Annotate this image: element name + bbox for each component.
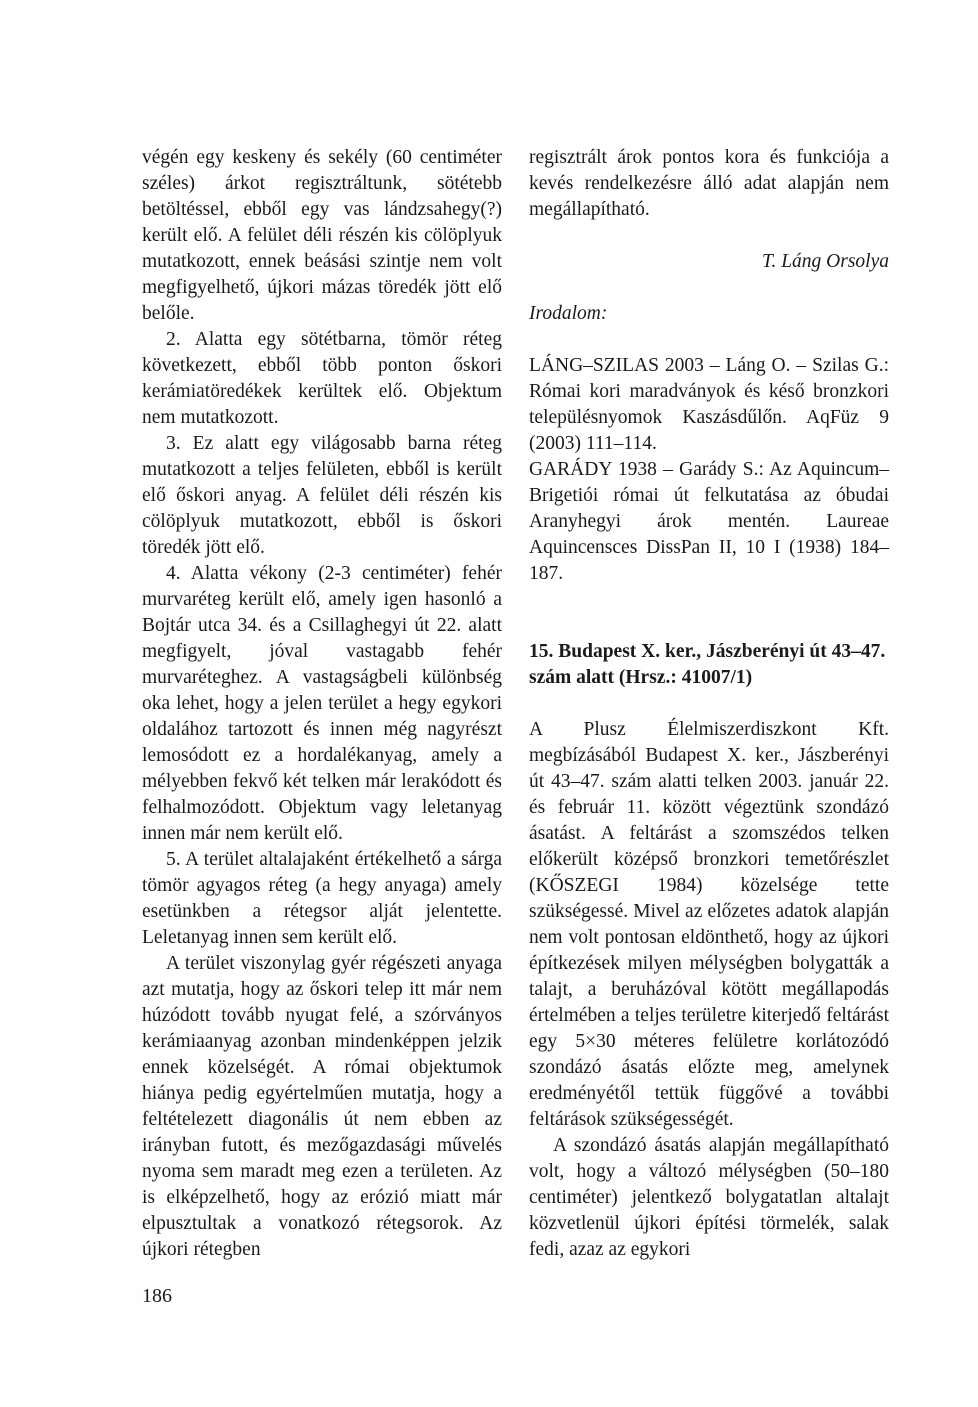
paragraph: A terület viszonylag gyér régészeti anyaga azt mutatja, hogy az őskori telep itt már nem húzódott tovább nyugat felé, a szórványos kerámiaanyag azonban mindenképpen jelzik ennek közelségét. A római objektumok hiánya pedig egyértelműen mutatja, hogy a feltételezett diagonális út nem ebben az irányban futott, és mezőgazdasági művelés nyoma sem maradt meg ezen a területen. Az is elképzelhető, hogy az erózió miatt már elpusztultak a vonatkozó rétegsorok. Az újkori rétegben [142, 953, 502, 1260]
reference-entry: LÁNG–SZILAS 2003 – Láng O. – Szilas G.: Római kori maradványok és késő bronzkori településnyomok Kaszásdűlőn. AqFüz 9 (2003) 111–114. [529, 355, 889, 454]
paragraph: 5. A terület altalajaként értékelhető a sárga tömör agyagos réteg (a hegy anyaga) amely esetünkben a rétegsor alját jelentette. Leletanyag innen sem került elő. [142, 849, 502, 948]
author-signature: T. Láng Orsolya [762, 251, 889, 272]
section-title: 15. Budapest X. ker., Jászberényi út 43–47. szám alatt (Hrsz.: 41007/1) [529, 641, 886, 688]
left-column [142, 145, 502, 1263]
literature-heading: Irodalom: [529, 303, 608, 324]
paragraph: 3. Ez alatt egy világosabb barna réteg mutatkozott a teljes felületen, ebből is került elő őskori anyag. A felület déli részén kis cölöplyuk mutatkozott, ebből is őskori töredék jött elő. [142, 433, 502, 558]
paragraph: 2. Alatta egy sötétbarna, tömör réteg következett, ebből több ponton őskori kerámiatöredékek kerültek elő. Objektum nem mutatkozott. [142, 329, 502, 428]
paragraph: végén egy keskeny és sekély (60 centiméter széles) árkot regisztráltunk, sötétebb betöltéssel, ebből egy vas lándzsahegy(?) került elő. A felület déli részén kis cölöplyuk mutatkozott, ennek beásási szintje nem volt megfigyelhető, újkori mázas töredék jött elő belőle. [142, 147, 502, 324]
paragraph: 4. Alatta vékony (2-3 centiméter) fehér murvaréteg került elő, amely igen hasonló a Bojtár utca 34. és a Csillaghegyi út 22. alatt megfigyelt, jóval vastagabb fehér murvaréteghez. A vastagságbeli különbség oka lehet, hogy a jelen terület a hegy egykori oldalához tartozott és innen még nagyrészt lemosódott ez a hordalékanyag, amely a mélyebben fekvő két telken már lerakódott és felhalmozódott. Objektum vagy leletanyag innen már nem került elő. [142, 563, 502, 844]
page-number: 186 [142, 1285, 172, 1307]
paragraph: regisztrált árok pontos kora és funkciója a kevés rendelkezésre álló adat alapján nem megállapítható. [529, 147, 889, 220]
paragraph: A Plusz Élelmiszerdiszkont Kft. megbízásából Budapest X. ker., Jászberényi út 43–47. szám alatti telken 2003. január 22. és február 11. között végeztünk szondázó ásatást. A feltárást a szomszédos telken előkerült középső bronzkori temetőrészlet (KŐSZEGI 1984) közelsége tette szükségessé. Mivel az előzetes adatok alapján nem volt pontosan eldönthető, hogy az újkori építkezések milyen mélységben bolygatták a talajt, a beruházóval kötött megállapodás értelmében a teljes területre kiterjedő feltárást egy 5×30 méteres felületre korlátozódó szondázó ásatás előzte meg, amelynek eredményétől tettük függővé a további feltárások szükségességét. [529, 719, 889, 1130]
reference-entry: GARÁDY 1938 – Garády S.: Az Aquincum–Brigetiói római út felkutatása az óbudai Aranyhegyi árok mentén. Laureae Aquincensces DissPan II, 10 I (1938) 184–187. [529, 459, 889, 584]
paragraph: A szondázó ásatás alapján megállapítható volt, hogy a változó mélységben (50–180 centiméter) jelentkező bolygatatlan altalajt közvetlenül újkori építési törmelék, salak fedi, azaz az egykori [529, 1135, 889, 1260]
right-column [529, 145, 889, 1263]
